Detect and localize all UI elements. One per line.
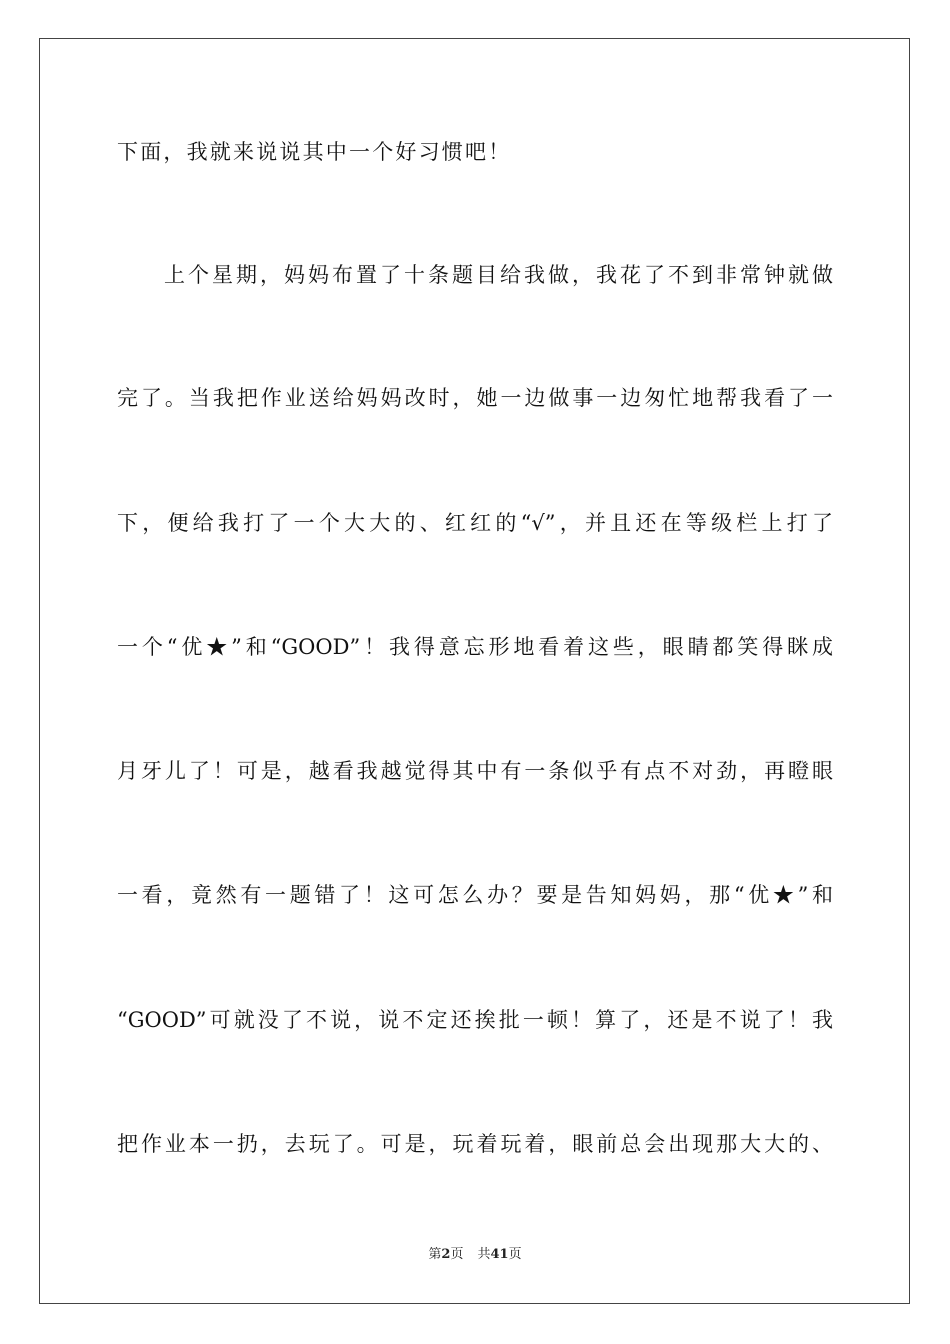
page-footer	[0, 1245, 950, 1265]
text-line-1: 下面，我就来说说其中一个好习惯吧！	[117, 140, 512, 164]
text-line-4: 下，便给我打了一个大大的、红红的“√”，并且还在等级栏上打了	[117, 511, 833, 535]
footer-total-prefix: 共	[477, 1247, 491, 1262]
page-border	[39, 38, 910, 1304]
footer-total-suffix: 页	[508, 1247, 522, 1262]
text-line-2: 上个星期，妈妈布置了十条题目给我做，我花了不到非常钟就做	[164, 263, 833, 287]
footer-page-number: 2	[441, 1247, 451, 1262]
text-line-5: 一个“优★”和“GOOD”！我得意忘形地看着这些，眼睛都笑得眯成	[117, 635, 833, 659]
text-line-3: 完了。当我把作业送给妈妈改时，她一边做事一边匆忙地帮我看了一	[117, 386, 833, 410]
text-line-7: 一看，竟然有一题错了！这可怎么办？要是告知妈妈，那“优★”和	[117, 883, 833, 907]
text-line-6: 月牙儿了！可是，越看我越觉得其中有一条似乎有点不对劲，再瞪眼	[117, 759, 833, 783]
footer-page-suffix: 页	[450, 1247, 464, 1262]
footer-total-pages: 41	[490, 1247, 509, 1262]
text-line-9: 把作业本一扔，去玩了。可是，玩着玩着，眼前总会出现那大大的、	[117, 1132, 833, 1156]
footer-page-prefix: 第	[428, 1247, 442, 1262]
text-line-8: “GOOD”可就没了不说，说不定还挨批一顿！算了，还是不说了！我	[117, 1008, 833, 1032]
